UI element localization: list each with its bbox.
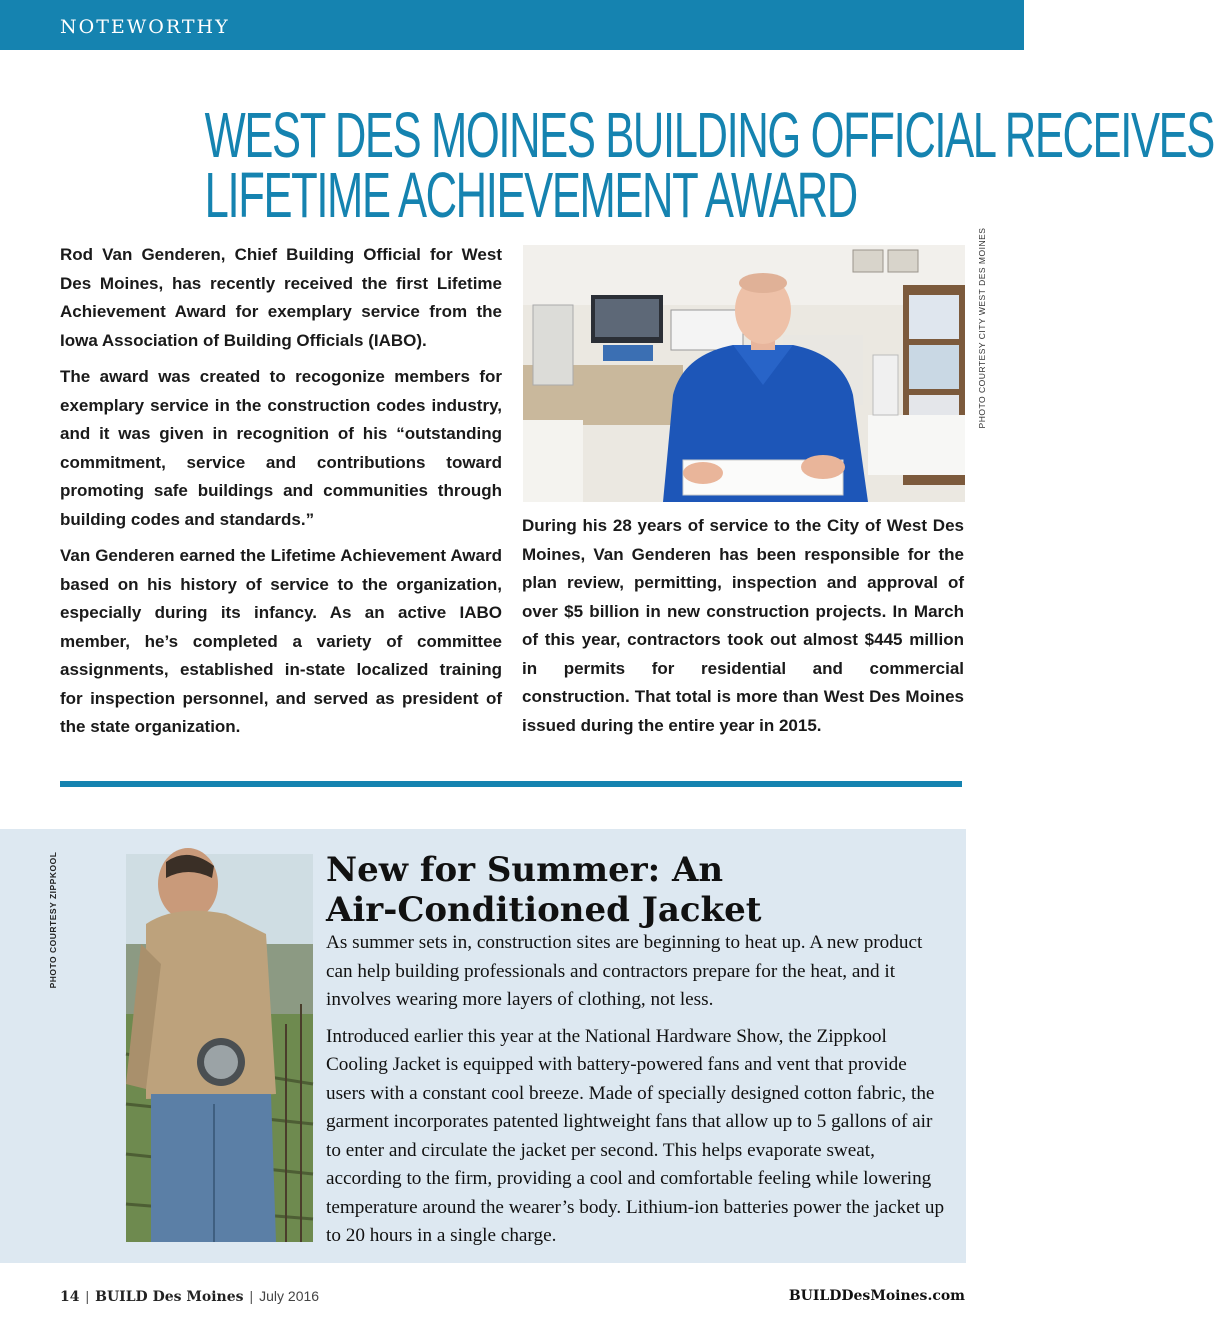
jacket-paragraph-2: Introduced earlier this year at the National Hardware Show, the Zippkool Cooling Jacket is equipped with battery-powered fans and vent that provide users with a constant cool breeze. Made of specially designed cotton fabric, the garment incorporates patented lightweight fans that allow up to 5 gallons of air to enter and circulate the jacket per second. This helps evaporate sweat, according to the firm, providing a cool and comfortable feeling while lowering temperature around the wearer’s body. Lithium-ion batteries power the jacket up to 20 hours in a single charge. — [326, 1025, 945, 1246]
footer-separator-1: | — [85, 1288, 90, 1304]
jacket-title-line-2: Air-Conditioned Jacket — [326, 890, 762, 930]
jacket-paragraph-1: As summer sets in, construction sites are beginning to heat up. A new product can help building professionals and contractors prepare for the heat, and it involves wearing more layers of clothing, not less. — [326, 932, 923, 1010]
photo-credit-2 — [46, 850, 60, 990]
issue-date: July 2016 — [259, 1288, 320, 1304]
paragraph-2: The award was created to recogonize members for exemplary service in the construction codes industry, and it was given in recognition of his “outstanding commitment, service and contributions toward promoting safe buildings and communities through building codes and standards.” — [60, 367, 502, 529]
footer-left — [60, 1288, 319, 1305]
headline-line-1: WEST DES MOINES BUILDING OFFICIAL RECEIVES — [204, 99, 1214, 171]
jacket-article-title — [326, 850, 946, 930]
jacket-photo-illustration — [126, 854, 313, 1242]
section-label: NOTEWORTHY — [60, 16, 230, 38]
page-number: 14 — [60, 1289, 80, 1305]
section-header-bar — [0, 0, 1024, 50]
paragraph-4: During his 28 years of service to the City of West Des Moines, Van Genderen has been responsible for the plan review, permitting, inspection and approval of over $5 billion in new construction projects. In March of this year, contractors took out almost $445 million in permits for residential and commercial construction. That total is more than West Des Moines issued during the entire year in 2015. — [522, 516, 964, 735]
photo-credit-1 — [975, 227, 989, 428]
page-footer — [60, 1288, 965, 1308]
headline-line-2: LIFETIME ACHIEVEMENT AWARD — [204, 159, 857, 231]
photo-credit-1-text: PHOTO COURTESY CITY WEST DES MOINES — [977, 227, 987, 428]
jacket-title-line-1: New for Summer: An — [326, 850, 724, 890]
man-wearing-cooling-jacket-photo — [126, 854, 313, 1242]
office-photo-illustration — [523, 245, 965, 502]
section-divider — [60, 781, 962, 787]
footer-separator-2: | — [249, 1288, 254, 1304]
article-headline — [204, 99, 1214, 231]
photo-credit-2-text: PHOTO COURTESY ZIPPKOOL — [48, 851, 58, 989]
paragraph-3: Van Genderen earned the Lifetime Achievement Award based on his history of service to the organization, especially during its infancy. As an active IABO member, he’s completed a variety of committee assignments, established in-state localized training for inspection personnel, and served as president of the state organization. — [60, 546, 502, 736]
publication-name: BUILD Des Moines — [95, 1289, 244, 1305]
website-link[interactable]: BUILDDesMoines.com — [788, 1288, 965, 1304]
article-right-column — [522, 512, 964, 748]
paragraph-1: Rod Van Genderen, Chief Building Official for West Des Moines, has recently received the first Lifetime Achievement Award for exemplary service from the Iowa Association of Building Officials (IABO). — [60, 245, 502, 350]
man-at-office-desk-photo — [523, 245, 965, 502]
jacket-article-body — [326, 929, 951, 1259]
article-left-column — [60, 241, 502, 750]
